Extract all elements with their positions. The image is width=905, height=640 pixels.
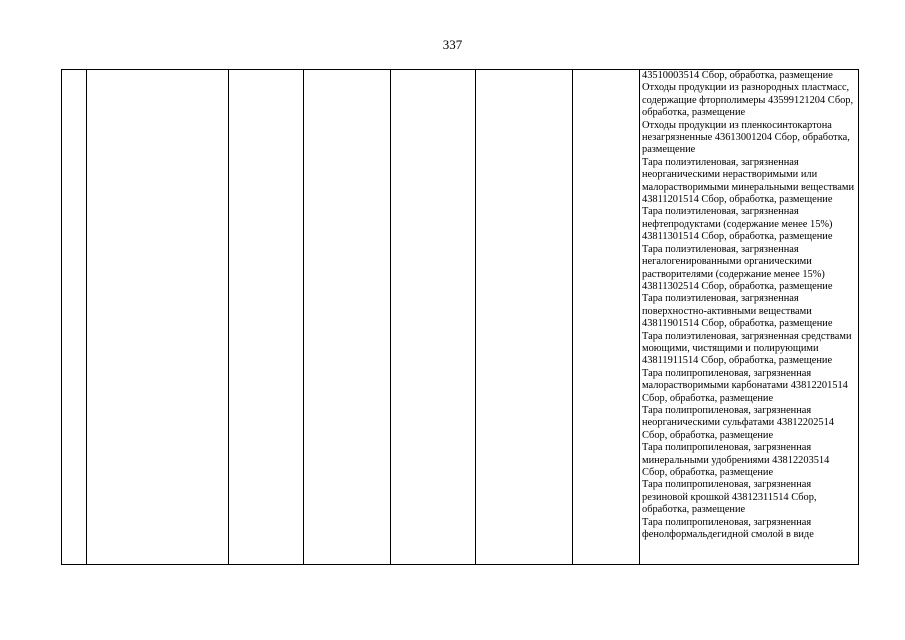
waste-entry: Тара полипропиленовая, загрязненная малорастворимыми карбонатами 43812201514 Сбор, обработка, размещение: [642, 367, 848, 404]
cell-waste-list: [640, 70, 859, 565]
cell-column-4: [304, 70, 391, 565]
page-number: 337: [442, 37, 463, 52]
cell-column-1: [62, 70, 87, 565]
waste-list: [640, 70, 858, 541]
waste-entry: Тара полиэтиленовая, загрязненная средствами моющими, чистящими и полирующими 43811911514 Сбор, обработка, размещение: [642, 330, 852, 367]
waste-entry: Тара полипропиленовая, загрязненная неорганическими сульфатами 43812202514 Сбор, обработка, размещение: [642, 404, 834, 441]
cell-column-3: [229, 70, 304, 565]
waste-entry: Тара полиэтиленовая, загрязненная нефтепродуктами (содержание менее 15%) 43811301514 Сбор, обработка, размещение: [642, 206, 833, 243]
cell-column-6: [476, 70, 573, 565]
cell-column-2: [87, 70, 229, 565]
waste-entry: Тара полипропиленовая, загрязненная фенолформальдегидной смолой в виде: [642, 516, 814, 541]
cell-column-7: [573, 70, 640, 565]
waste-entry: Тара полипропиленовая, загрязненная резиновой крошкой 43812311514 Сбор, обработка, размещение: [642, 479, 817, 516]
waste-entry: 43510003514 Сбор, обработка, размещение: [642, 70, 833, 81]
registry-table: [61, 69, 859, 565]
waste-entry: Отходы продукции из разнородных пластмасс, содержащие фторполимеры 43599121204 Сбор, обработка, размещение: [642, 82, 854, 119]
cell-column-5: [391, 70, 476, 565]
waste-entry: Отходы продукции из пленкосинтокартона незагрязненные 43613001204 Сбор, обработка, размещение: [642, 119, 850, 156]
table-row: [62, 70, 859, 565]
waste-entry: Тара полипропиленовая, загрязненная минеральными удобрениями 43812203514 Сбор, обработка, размещение: [642, 442, 830, 478]
waste-entry: Тара полиэтиленовая, загрязненная негалогенированными органическими растворителями (содержание менее 15%) 43811302514 Сбор, обработка, размещение: [642, 243, 833, 292]
waste-entry: Тара полиэтиленовая, загрязненная поверхностно-активными веществами 43811901514 Сбор, обработка, размещение: [642, 293, 833, 330]
waste-entry: Тара полиэтиленовая, загрязненная неорганическими нерастворимыми или малорастворимыми минеральными веществами 43811201514 Сбор, обработка, размещение: [642, 156, 855, 206]
